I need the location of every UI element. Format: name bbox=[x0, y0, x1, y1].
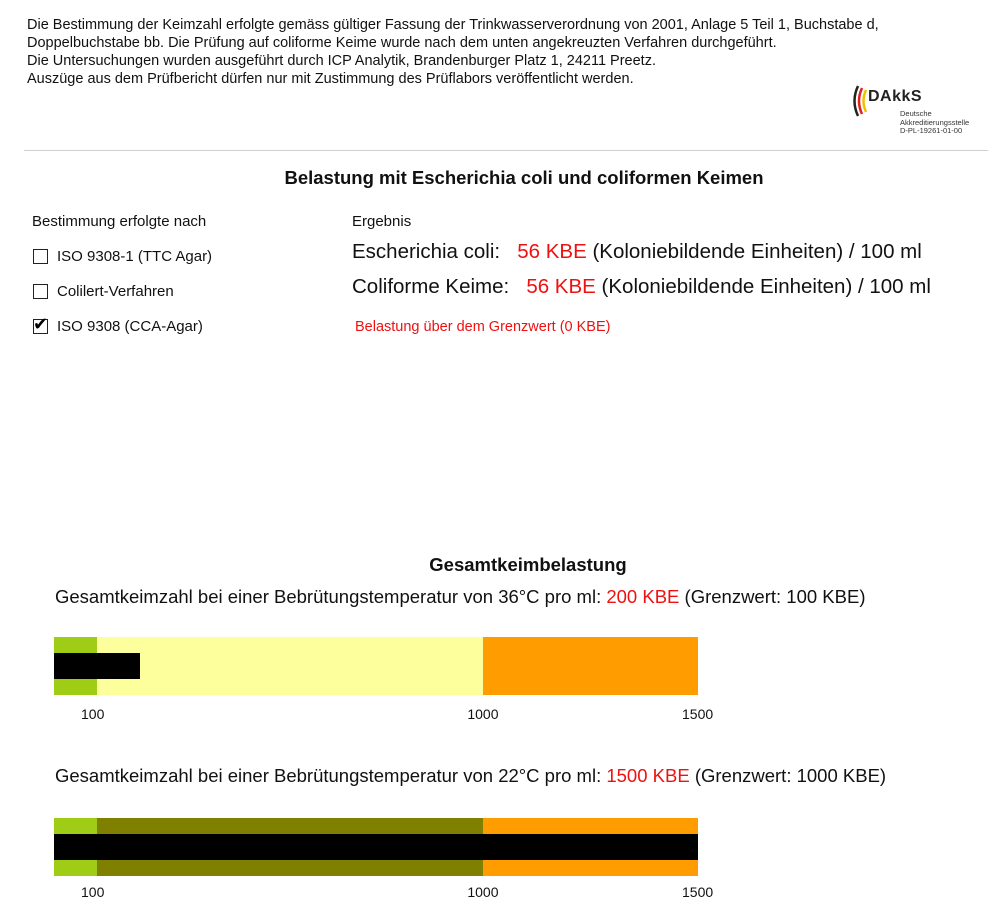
section-title-coliform: Belastung mit Escherichia coli und coliformen Keimen bbox=[284, 167, 764, 188]
dakks-logo bbox=[850, 80, 985, 140]
gauge-tick-label: 100 bbox=[81, 706, 105, 722]
result-unit: (Koloniebildende Einheiten) / 100 ml bbox=[601, 275, 931, 298]
gauge-caption-text: Gesamtkeimzahl bei einer Bebrütungstemperatur von 36°C pro ml: bbox=[55, 586, 607, 607]
gauge-caption-36 bbox=[55, 586, 865, 608]
gauge-tick-label: 1500 bbox=[682, 706, 714, 722]
gauge-value: 1500 KBE bbox=[606, 765, 690, 786]
gauge-tick-label: 1500 bbox=[682, 884, 714, 900]
gauge-limit: (Grenzwert: 1000 KBE) bbox=[689, 765, 887, 786]
logo-subtitle: Akkreditierungsstelle bbox=[900, 117, 970, 127]
result-name: Escherichia coli: bbox=[352, 240, 501, 263]
result-name: Coliforme Keime: bbox=[352, 275, 510, 298]
intro-line: Doppelbuchstabe bb. Die Prüfung auf coliforme Keime wurde nach dem unten angekreuzten Verfahren durchgeführt. bbox=[27, 35, 777, 51]
method-option-label: Colilert-Verfahren bbox=[57, 283, 174, 300]
gauge-bar-36 bbox=[54, 637, 698, 695]
section-title-total: Gesamtkeimbelastung bbox=[429, 554, 627, 575]
accreditation-mark-icon bbox=[850, 84, 870, 118]
method-option-label: ISO 9308-1 (TTC Agar) bbox=[57, 248, 213, 265]
gauge-value-fill bbox=[54, 834, 698, 860]
result-ecoli bbox=[352, 240, 922, 264]
checkmark-icon: ✔ bbox=[33, 314, 49, 334]
logo-brand: DAkkS bbox=[868, 88, 923, 105]
checkbox-colilert[interactable] bbox=[33, 284, 48, 299]
gauge-limit: (Grenzwert: 100 KBE) bbox=[679, 586, 866, 607]
gauge-caption-22 bbox=[55, 765, 886, 787]
method-option-ttc[interactable] bbox=[33, 248, 212, 265]
logo-accreditation-number: D-PL-19261-01-00 bbox=[900, 126, 963, 135]
gauge-bar-22 bbox=[54, 818, 698, 876]
gauge-value: 200 KBE bbox=[606, 586, 680, 607]
method-option-label: ISO 9308 (CCA-Agar) bbox=[57, 318, 203, 335]
intro-text bbox=[27, 16, 879, 88]
gauge-tick-label: 1000 bbox=[467, 706, 499, 722]
gauge-value-fill bbox=[54, 653, 140, 679]
intro-line: Die Untersuchungen wurden ausgeführt durch ICP Analytik, Brandenburger Platz 1, 24211 Preetz. bbox=[27, 53, 656, 69]
result-coliform bbox=[352, 275, 931, 299]
gauge-segment bbox=[483, 637, 698, 695]
gauge-tick-label: 100 bbox=[81, 884, 105, 900]
divider bbox=[24, 150, 988, 151]
method-label: Bestimmung erfolgte nach bbox=[32, 213, 207, 230]
intro-line: Die Bestimmung der Keimzahl erfolgte gemäss gültiger Fassung der Trinkwasserverordnung von 2001, Anlage 5 Teil 1, Buchstabe d, bbox=[27, 17, 879, 33]
gauge-tick-label: 1000 bbox=[467, 884, 499, 900]
intro-line: Auszüge aus dem Prüfbericht dürfen nur mit Zustimmung des Prüflabors veröffentlicht werden. bbox=[27, 71, 634, 87]
checkbox-cca[interactable] bbox=[33, 314, 49, 334]
method-option-colilert[interactable] bbox=[33, 283, 174, 300]
method-option-cca[interactable] bbox=[33, 314, 203, 335]
result-value: 56 KBE bbox=[526, 275, 596, 298]
limit-warning: Belastung über dem Grenzwert (0 KBE) bbox=[355, 319, 611, 335]
result-unit: (Koloniebildende Einheiten) / 100 ml bbox=[592, 240, 922, 263]
logo-subtitle: Deutsche bbox=[900, 109, 932, 118]
result-value: 56 KBE bbox=[517, 240, 587, 263]
result-label: Ergebnis bbox=[352, 213, 412, 230]
checkbox-ttc[interactable] bbox=[33, 249, 48, 264]
gauge-caption-text: Gesamtkeimzahl bei einer Bebrütungstemperatur von 22°C pro ml: bbox=[55, 765, 607, 786]
gauge-segment bbox=[97, 637, 483, 695]
